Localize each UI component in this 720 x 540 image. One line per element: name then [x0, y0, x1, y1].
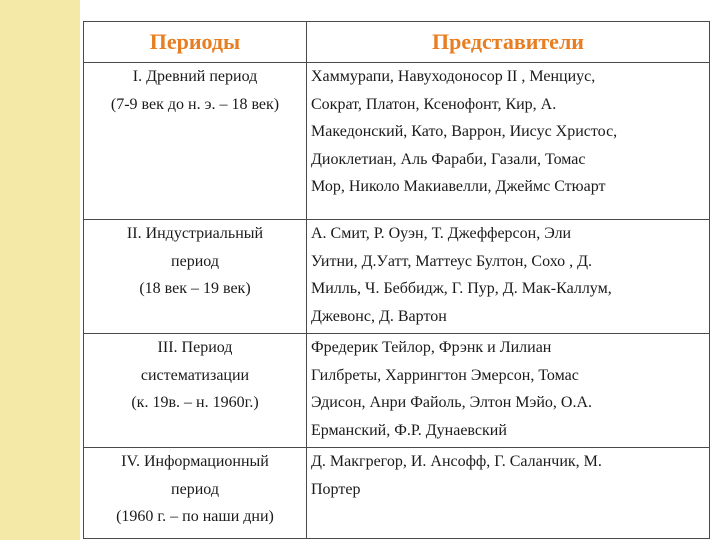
representatives-cell: [307, 220, 710, 334]
header-periods: Периоды: [84, 22, 307, 63]
period-name: IV. Информационный: [121, 453, 269, 470]
representatives-line: Фредерик Тейлор, Фрэнк и Лилиан: [311, 339, 552, 356]
period-dates: (к. 19в. – н. 1960г.): [131, 394, 259, 411]
period-cell: [84, 220, 307, 334]
period-dates: (1960 г. – по наши дни): [116, 508, 274, 525]
representatives-line: Джевонс, Д. Вартон: [311, 307, 447, 325]
representatives-line: Диоклетиан, Аль Фараби, Газали, Томас: [311, 150, 586, 168]
period-name-cont: систематизации: [140, 366, 250, 384]
representatives-line: Ерманский, Ф.Р. Дунаевский: [311, 421, 507, 439]
representatives-line: Сократ, Платон, Ксенофонт, Кир, А.: [311, 95, 557, 113]
header-representatives: Представители: [307, 22, 710, 63]
table-row: [84, 448, 710, 539]
decorative-left-strip: [0, 0, 80, 540]
period-name-cont: период: [171, 480, 219, 498]
representatives-line: Мор, Николо Макиавелли, Джеймс Стюарт: [311, 178, 606, 195]
representatives-cell: [307, 448, 710, 539]
table-row: [84, 334, 710, 448]
table-row: [84, 63, 710, 220]
period-cell: [84, 334, 307, 448]
period-name: I. Древний период: [132, 68, 258, 85]
representatives-line: Уитни, Д.Уатт, Маттеус Бултон, Сохо , Д.: [311, 252, 593, 270]
representatives-line: Македонский, Като, Варрон, Иисус Христос,: [311, 123, 618, 140]
period-dates: (18 век – 19 век): [139, 280, 251, 297]
representatives-line: Гилбреты, Харрингтон Эмерсон, Томас: [311, 366, 579, 384]
representatives-cell: [307, 63, 710, 220]
period-name-cont: период: [171, 252, 219, 270]
representatives-line: Портер: [311, 480, 361, 498]
period-cell: [84, 448, 307, 539]
periods-table: [83, 21, 710, 539]
representatives-line: Эдисон, Анри Файоль, Элтон Мэйо, О.А.: [311, 394, 593, 411]
table-header-row: [84, 22, 710, 63]
representatives-line: Д. Макгрегор, И. Ансофф, Г. Саланчик, М.: [311, 453, 602, 470]
representatives-line: Милль, Ч. Беббидж, Г. Пур, Д. Мак-Каллум,: [311, 280, 612, 297]
representatives-line: А. Смит, Р. Оуэн, Т. Джефферсон, Эли: [311, 225, 572, 242]
table-row: [84, 220, 710, 334]
period-name: III. Период: [157, 339, 233, 356]
period-dates: (7-9 век до н. э. – 18 век): [110, 95, 280, 113]
representatives-line: Хаммурапи, Навуходоносор II , Менциус,: [311, 68, 596, 85]
period-name: II. Индустриальный: [126, 225, 264, 242]
representatives-cell: [307, 334, 710, 448]
periods-table-container: [83, 21, 709, 539]
period-cell: [84, 63, 307, 220]
